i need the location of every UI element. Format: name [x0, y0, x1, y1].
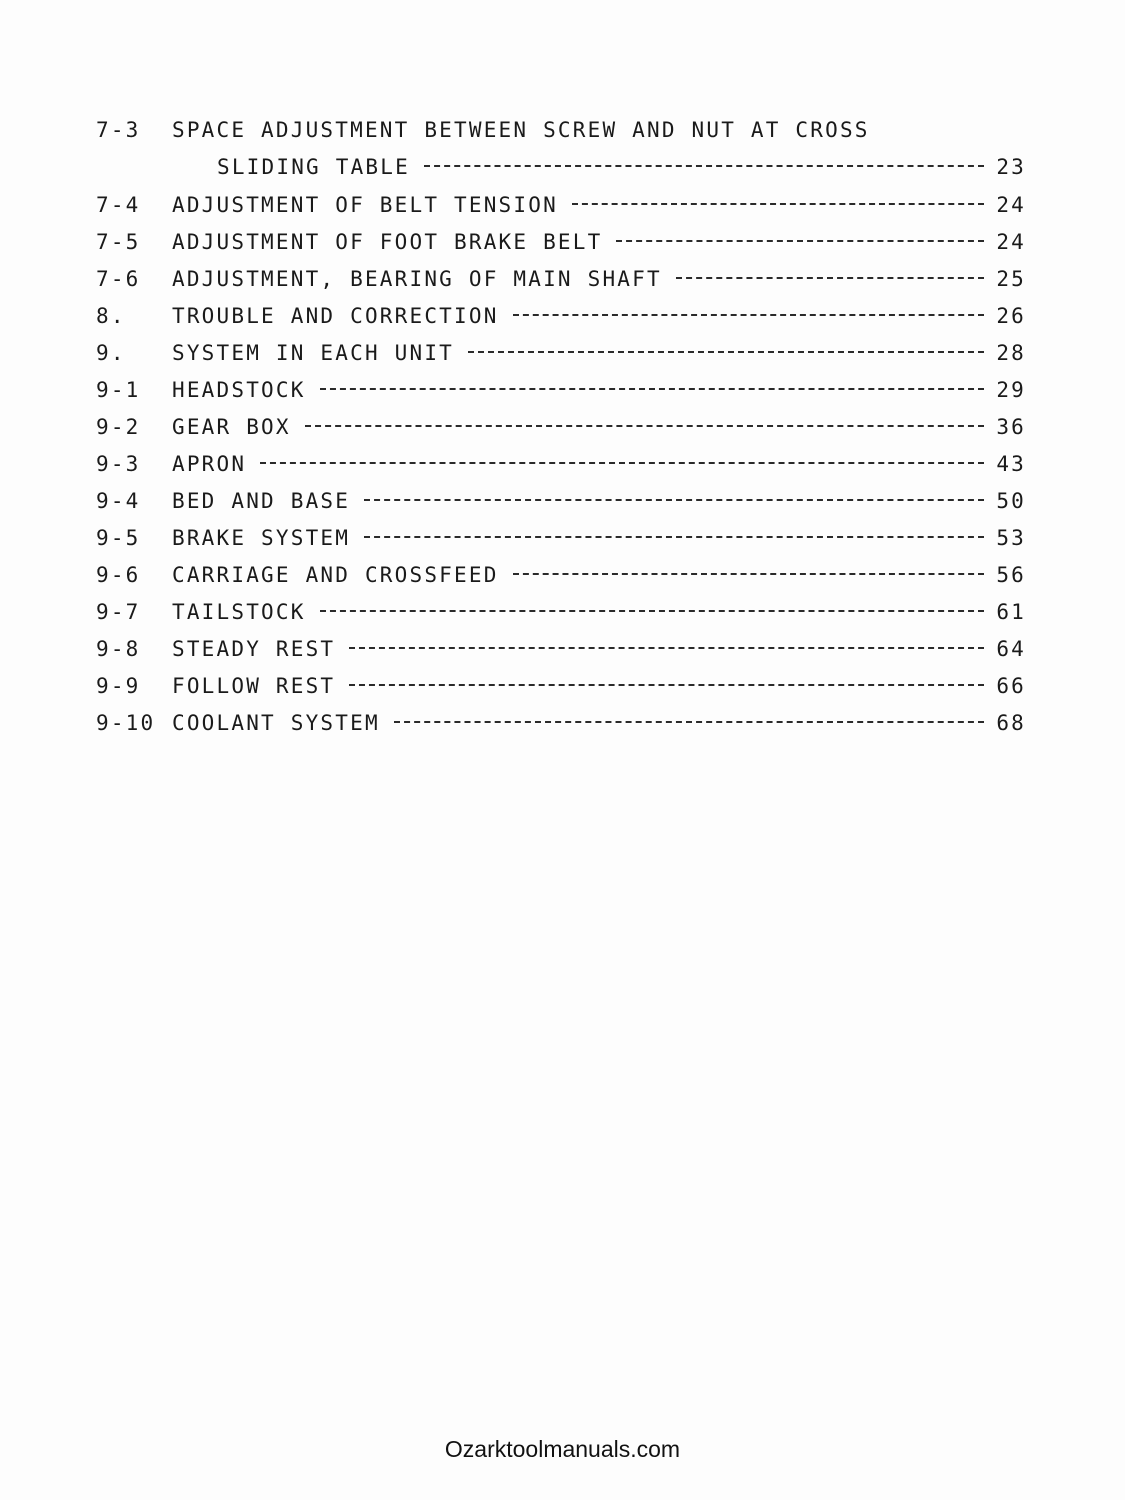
toc-entry-number: 9-9 [96, 674, 141, 698]
toc-entry-title: COOLANT SYSTEM [172, 711, 380, 735]
toc-entry-9-6 [96, 563, 1026, 600]
toc-entry-number: 9-10 [96, 711, 156, 735]
dot-leader [572, 203, 984, 205]
toc-entry-page: 36 [996, 415, 1026, 439]
toc-entry-9-3 [96, 452, 1026, 489]
toc-entry-title: BRAKE SYSTEM [172, 526, 351, 550]
dot-leader [320, 610, 984, 612]
toc-entry-title: HEADSTOCK [172, 378, 306, 402]
toc-entry-page: 28 [996, 341, 1026, 365]
toc-entry-number: 9-7 [96, 600, 141, 624]
toc-entry-page: 43 [996, 452, 1026, 476]
toc-entry-title: TROUBLE AND CORRECTION [172, 304, 499, 328]
dot-leader [394, 721, 984, 723]
dot-leader [616, 240, 984, 242]
toc-entry-number: 7-4 [96, 193, 141, 217]
footer-watermark-text: Ozarktoolmanuals.com [444, 1436, 681, 1462]
toc-entry-9-10 [96, 711, 1026, 748]
toc-entry-number: 7-5 [96, 230, 141, 254]
toc-entry-9 [96, 341, 1026, 378]
dot-leader [364, 499, 984, 501]
dot-leader [676, 277, 984, 279]
toc-entry-8 [96, 304, 1026, 341]
toc-entry-9-7 [96, 600, 1026, 637]
toc-entry-title: BED AND BASE [172, 489, 351, 513]
toc-entry-number: 9-6 [96, 563, 141, 587]
toc-entry-page: 66 [996, 674, 1026, 698]
toc-entry-title: APRON [172, 452, 247, 476]
toc-entry-title: ADJUSTMENT, BEARING OF MAIN SHAFT [172, 267, 662, 291]
dot-leader [468, 351, 984, 353]
toc-entry-title: SLIDING TABLE [217, 155, 410, 179]
dot-leader [320, 388, 984, 390]
toc-entry-title: ADJUSTMENT OF BELT TENSION [172, 193, 558, 217]
toc-entry-number: 9-3 [96, 452, 141, 476]
dot-leader [349, 647, 984, 649]
toc-entry-page: 24 [996, 193, 1026, 217]
toc-entry-7-6 [96, 267, 1026, 304]
toc-entry-title: CARRIAGE AND CROSSFEED [172, 563, 499, 587]
toc-entry-page: 26 [996, 304, 1026, 328]
toc-entry-number: 9. [96, 341, 126, 365]
table-of-contents [96, 118, 1026, 748]
toc-entry-page: 29 [996, 378, 1026, 402]
toc-entry-title: SYSTEM IN EACH UNIT [172, 341, 455, 365]
toc-entry-title: TAILSTOCK [172, 600, 306, 624]
toc-entry-number: 8. [96, 304, 126, 328]
toc-entry-page: 61 [996, 600, 1026, 624]
dot-leader [364, 536, 984, 538]
toc-entry-number: 9-2 [96, 415, 141, 439]
toc-entry-9-5 [96, 526, 1026, 563]
toc-entry-page: 50 [996, 489, 1026, 513]
toc-entry-page: 23 [996, 155, 1026, 179]
toc-entry-7-3-continued [96, 155, 1026, 193]
toc-entry-title: STEADY REST [172, 637, 336, 661]
toc-entry-number: 9-8 [96, 637, 141, 661]
toc-entry-number: 9-1 [96, 378, 141, 402]
toc-entry-page: 24 [996, 230, 1026, 254]
toc-entry-title: GEAR BOX [172, 415, 291, 439]
toc-entry-title: FOLLOW REST [172, 674, 336, 698]
toc-entry-9-2 [96, 415, 1026, 452]
toc-entry-7-4 [96, 193, 1026, 230]
toc-entry-9-9 [96, 674, 1026, 711]
dot-leader [260, 462, 984, 464]
toc-entry-page: 53 [996, 526, 1026, 550]
toc-entry-9-8 [96, 637, 1026, 674]
toc-entry-page: 56 [996, 563, 1026, 587]
dot-leader [513, 314, 984, 316]
toc-entry-number: 7-6 [96, 267, 141, 291]
toc-entry-9-1 [96, 378, 1026, 415]
dot-leader [424, 165, 984, 167]
toc-entry-title: ADJUSTMENT OF FOOT BRAKE BELT [172, 230, 603, 254]
toc-entry-page: 68 [996, 711, 1026, 735]
dot-leader [513, 573, 984, 575]
toc-entry-9-4 [96, 489, 1026, 526]
dot-leader [349, 684, 984, 686]
toc-entry-number: 9-5 [96, 526, 141, 550]
toc-entry-page: 25 [996, 267, 1026, 291]
toc-entry-7-3 [96, 118, 1026, 155]
toc-entry-title: SPACE ADJUSTMENT BETWEEN SCREW AND NUT AT CROSS [172, 118, 870, 142]
toc-entry-number: 9-4 [96, 489, 141, 513]
toc-entry-number: 7-3 [96, 118, 141, 142]
dot-leader [305, 425, 984, 427]
toc-entry-7-5 [96, 230, 1026, 267]
toc-entry-page: 64 [996, 637, 1026, 661]
